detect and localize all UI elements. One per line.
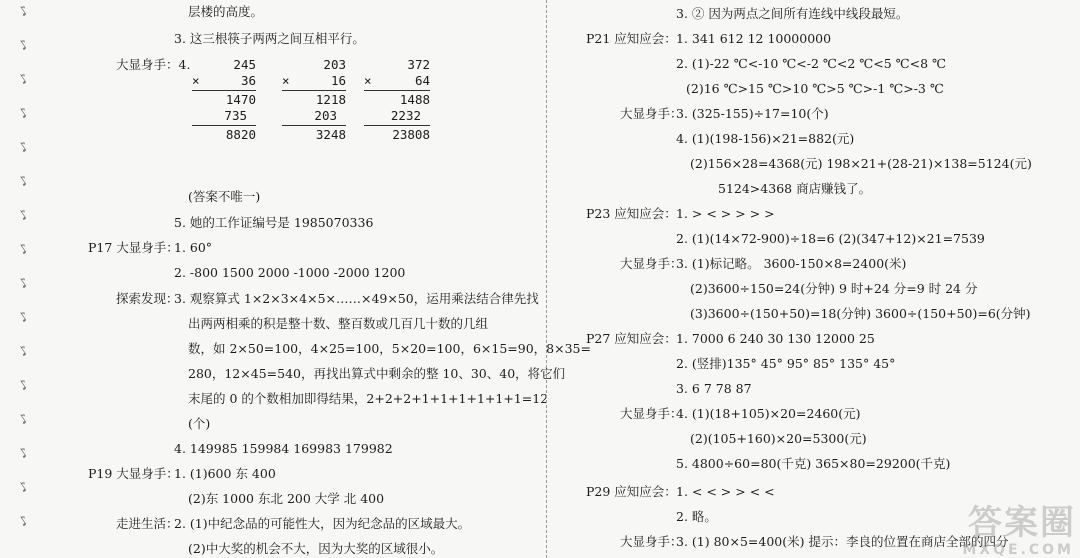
answer-line: 4. (1)(198-156)×21=882(元) <box>676 131 855 146</box>
section-label: P17 大显身手： <box>88 240 179 255</box>
answer-line: (2)156×28=4368(元) 198×21+(28-21)×138=5124(元) <box>690 156 1032 171</box>
binding-hole-mark: ♪ <box>16 376 32 395</box>
vertical-multiplication <box>364 57 430 143</box>
section-label: 大显身手： <box>620 406 683 421</box>
times-sign: × <box>364 73 372 88</box>
answer-line: 出两两相乘的积是整十数、整百数或几百几十数的几组 <box>188 316 489 331</box>
binding-hole-mark: ♪ <box>16 138 32 157</box>
multiplier: 64 <box>414 73 430 88</box>
answer-line: 2. (竖排)135° 45° 95° 85° 135° 45° <box>676 356 896 371</box>
answer-line: 5. 她的工作证编号是 1985070336 <box>174 215 374 230</box>
answer-line: (2)东 1000 东北 200 大学 北 400 <box>188 491 385 506</box>
answer-line: 3. (325-155)÷17=10(个) <box>676 106 829 121</box>
partial-product: 203 <box>314 108 337 123</box>
answer-line: 末尾的 0 的个数相加即得结果，2+2+2+1+1+1+1+1+1=12 <box>188 391 549 406</box>
answer-line: 2. (1)-22 ℃<-10 ℃<-2 ℃<2 ℃<5 ℃<8 ℃ <box>676 56 947 71</box>
binding-hole-mark: ♪ <box>16 240 32 259</box>
product: 8820 <box>225 127 256 142</box>
binding-hole-mark: ♪ <box>16 308 32 327</box>
multiplicand: 245 <box>233 57 256 72</box>
section-label: 走进生活： <box>116 516 179 531</box>
answer-line: 4. (1)(18+105)×20=2460(元) <box>676 406 861 421</box>
binding-hole-mark: ♪ <box>16 478 32 497</box>
partial-product: 1470 <box>225 92 256 107</box>
partial-product: 735 <box>224 108 247 123</box>
binding-hole-mark: ♪ <box>16 36 32 55</box>
section-label: 大显身手： <box>620 534 683 549</box>
multiplicand: 203 <box>323 57 346 72</box>
answer-line: 层楼的高度。 <box>188 4 264 19</box>
section-label: 大显身手： <box>620 256 683 271</box>
answer-line: 1. (1)600 东 400 <box>174 466 276 481</box>
answer-line: 2. (1)中纪念品的可能性大，因为纪念品的区域最大。 <box>174 516 471 531</box>
section-label: 大显身手：4. <box>116 57 191 72</box>
multiplier: 36 <box>240 73 256 88</box>
answer-line: (2)(105+160)×20=5300(元) <box>690 431 867 446</box>
answer-line: (答案不唯一) <box>188 189 261 204</box>
answer-line: 1. > < > > > > <box>676 206 775 221</box>
watermark-url: MXQE.COM <box>962 542 1074 558</box>
product: 3248 <box>315 127 346 142</box>
section-label: P19 大显身手： <box>88 466 179 481</box>
binding-hole-mark: ♪ <box>16 274 32 293</box>
binding-hole-mark: ♪ <box>16 410 32 429</box>
section-label: P27 应知应会： <box>586 331 677 346</box>
multiplier: 16 <box>330 73 346 88</box>
answer-line: 3. (1) 80×5=400(米) 提示：李良的位置在商店全部的四分 <box>676 534 1009 549</box>
answer-line: (3)3600÷(150+50)=18(分钟) 3600÷(150+50)=6(分钟) <box>690 306 1031 321</box>
section-label: P29 应知应会： <box>586 484 677 499</box>
answer-line: (2)16 ℃>15 ℃>10 ℃>5 ℃>-1 ℃>-3 ℃ <box>686 81 944 96</box>
answer-line: 1. < < > > < < <box>676 484 775 499</box>
answer-line: 5. 4800÷60=80(千克) 365×80=29200(千克) <box>676 456 951 471</box>
answer-line: 4. 149985 159984 169983 179982 <box>174 441 393 456</box>
binding-hole-mark: ♪ <box>16 206 32 225</box>
times-sign: × <box>282 73 290 88</box>
section-label: P21 应知应会： <box>586 31 677 46</box>
answer-line: 3. 这三根筷子两两之间互相平行。 <box>174 31 365 46</box>
vertical-multiplication <box>282 57 346 143</box>
product: 23808 <box>392 127 430 142</box>
section-label: 探索发现： <box>116 291 179 306</box>
page-fold-divider <box>546 0 547 558</box>
partial-product: 1218 <box>315 92 346 107</box>
binding-hole-mark: ♪ <box>16 104 32 123</box>
answer-line: 280，12×45=540，再找出算式中剩余的整 10、30、40，将它们 <box>188 366 566 381</box>
answer-line: 2. 略。 <box>676 509 717 524</box>
right-page <box>560 0 1080 558</box>
binding-hole-mark: ♪ <box>16 70 32 89</box>
answer-line: 3. (1)标记略。 3600-150×8=2400(米) <box>676 256 907 271</box>
answer-line: (2)中大奖的机会不大，因为大奖的区域很小。 <box>188 541 444 556</box>
answer-line: 1. 7000 6 240 30 130 12000 25 <box>676 331 875 346</box>
answer-line: (个) <box>188 416 211 431</box>
answer-line: (2)3600÷150=24(分钟) 9 时+24 分=9 时 24 分 <box>690 281 978 296</box>
binding-hole-mark: ♪ <box>16 342 32 361</box>
watermark-logo: 答案圈 <box>968 503 1076 543</box>
answer-line: 1. 60° <box>174 240 213 255</box>
binding-hole-mark: ♪ <box>16 2 32 21</box>
section-label: 大显身手： <box>620 106 683 121</box>
section-label: P23 应知应会： <box>586 206 677 221</box>
times-sign: × <box>192 73 200 88</box>
vertical-multiplication <box>192 57 256 143</box>
binding-hole-mark: ♪ <box>16 512 32 531</box>
answer-line: 3. ② 因为两点之间所有连线中线段最短。 <box>676 6 909 21</box>
answer-line: 5124>4368 商店赚钱了。 <box>718 181 872 196</box>
answer-line: 1. 341 612 12 10000000 <box>676 31 832 46</box>
partial-product: 2232 <box>390 108 421 123</box>
answer-line: 2. -800 1500 2000 -1000 -2000 1200 <box>174 265 406 280</box>
partial-product: 1488 <box>399 92 430 107</box>
answer-line: 数，如 2×50=100，4×25=100，5×20=100，6×15=90，8×35= <box>188 341 591 356</box>
binding-hole-mark: ♪ <box>16 172 32 191</box>
answer-line: 3. 6 7 78 87 <box>676 381 752 396</box>
answer-line: 3. 观察算式 1×2×3×4×5×……×49×50，运用乘法结合律先找 <box>174 291 539 306</box>
multiplicand: 372 <box>407 57 430 72</box>
binding-hole-mark: ♪ <box>16 444 32 463</box>
answer-line: 2. (1)(14×72-900)÷18=6 (2)(347+12)×21=7539 <box>676 231 985 246</box>
